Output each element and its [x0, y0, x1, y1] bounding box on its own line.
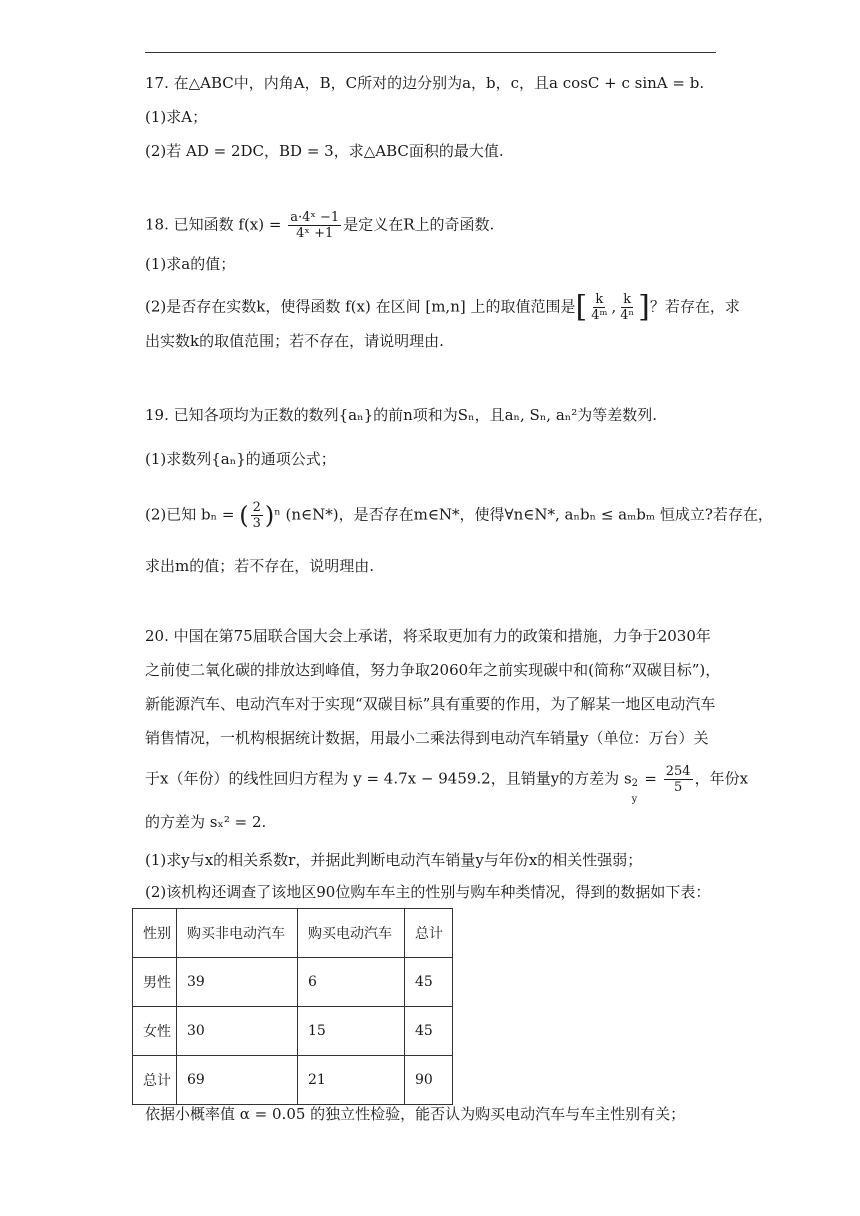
table-header-row — [133, 909, 453, 958]
q20-frac-den: 5 — [674, 780, 683, 795]
table-cell: 90 — [405, 1056, 453, 1105]
table-cell: 男性 — [133, 958, 177, 1007]
table-header-cell: 购买非电动汽车 — [177, 909, 298, 958]
q18-frac-num: a·4ˣ −1 — [290, 210, 340, 225]
table-header-cell: 性别 — [133, 909, 177, 958]
q18-range-frac1 — [589, 292, 609, 323]
q20-line3: 新能源汽车、电动汽车对于实现“双碳目标”具有重要的作用，为了解某一地区电动汽车 — [145, 695, 716, 713]
q20-after-table: 依据小概率值 α = 0.05 的独立性检验，能否认为购买电动汽车与车主性别有关； — [145, 1105, 686, 1123]
q20-part2: (2)该机构还调查了该地区90位购车车主的性别与购车种类情况，得到的数据如下表： — [145, 883, 711, 901]
table-cell: 6 — [298, 958, 405, 1007]
right-bracket: ] — [638, 289, 650, 325]
table-cell: 15 — [298, 1007, 405, 1056]
table-cell: 39 — [177, 958, 298, 1007]
table-cell: 21 — [298, 1056, 405, 1105]
q18-stem — [145, 210, 494, 241]
q18-fraction — [288, 210, 341, 241]
q20-line5 — [145, 764, 749, 805]
range-num2: k — [623, 292, 632, 307]
q17-part1: (1)求A； — [145, 108, 208, 126]
range-den2: 4ⁿ — [620, 308, 635, 323]
q19-frac-den: 3 — [252, 516, 261, 531]
q20-line5-post: ，年份x — [694, 769, 749, 788]
table-cell: 总计 — [133, 1056, 177, 1105]
range-den1: 4ᵐ — [591, 308, 608, 323]
q18-range-frac2 — [618, 292, 636, 323]
right-paren: ) — [264, 501, 275, 530]
q18-stem-pre: 18. 已知函数 f(x) = — [145, 215, 287, 234]
q20-line4: 销售情况，一机构根据统计数据，用最小二乘法得到电动汽车销量y（单位：万台）关 — [145, 729, 709, 747]
q18-stem-post: 是定义在R上的奇函数. — [343, 215, 495, 234]
table-header-cell: 总计 — [405, 909, 453, 958]
q18-part2-post: ？若存在，求 — [649, 297, 740, 316]
q18-part2-line2: 出实数k的取值范围；若不存在，请说明理由. — [145, 332, 444, 350]
q20-part1: (1)求y与x的相关系数r，并据此判断电动汽车销量y与年份x的相关性强弱； — [145, 851, 643, 869]
table-cell: 45 — [405, 958, 453, 1007]
q19-part2-post: ⁿ (n∈N*)，是否存在m∈N*，使得∀n∈N*, aₙbₙ ≤ aₘbₘ 恒成立?若存在， — [274, 505, 773, 524]
q19-part2-line2: 求出m的值；若不存在，说明理由. — [145, 557, 374, 575]
top-rule — [145, 52, 716, 53]
q17-stem: 17. 在△ABC中，内角A，B，C所对的边分别为a，b，c，且a cosC + c sinA = b. — [145, 74, 705, 92]
q20-fraction — [664, 764, 693, 795]
q20-line6: 的方差为 sₓ² = 2. — [145, 813, 267, 831]
q18-frac-den: 4ˣ +1 — [296, 226, 334, 241]
q18-part2: (2)是否存在实数k，使得函数 f(x) 在区间 [m,n] 上的取值范围是[ $\frac{k}{\text{4ᵐ}}$ , $\frac{k}{\text{4ⁿ}}$ ]？若存在，求 — [145, 289, 740, 325]
q20-eq: = — [639, 769, 662, 788]
variance-sup: 2 — [631, 777, 639, 789]
q17-part2: (2)若 AD = 2DC，BD = 3，求△ABC面积的最大值. — [145, 142, 504, 160]
table-row — [133, 958, 453, 1007]
left-bracket: [ — [575, 289, 588, 325]
q19-part2-pre: (2)已知 bₙ = — [145, 505, 240, 524]
q20-frac-num: 254 — [665, 764, 691, 779]
table-row — [133, 1056, 453, 1105]
table-row — [133, 1007, 453, 1056]
variance-sub: y — [631, 793, 638, 805]
q18-part1: (1)求a的值； — [145, 255, 236, 273]
left-paren: ( — [239, 501, 249, 530]
table-cell: 69 — [177, 1056, 298, 1105]
table-cell: 女性 — [133, 1007, 177, 1056]
q19-part1: (1)求数列{aₙ}的通项公式； — [145, 450, 336, 468]
range-num1: k — [595, 292, 604, 307]
q19-stem: 19. 已知各项均为正数的数列{aₙ}的前n项和为Sₙ，且aₙ, Sₙ, aₙ²为等差数列. — [145, 406, 658, 424]
q20-line5-pre: 于x（年份）的线性回归方程为 y = 4.7x − 9459.2，且销量y的方差为 s — [145, 769, 632, 788]
data-table — [132, 908, 453, 1105]
table-cell: 30 — [177, 1007, 298, 1056]
q19-part2 — [145, 500, 773, 531]
q18-part2-pre: (2)是否存在实数k，使得函数 f(x) 在区间 [m,n] 上的取值范围是 — [145, 297, 576, 316]
q20-line2: 之前使二氧化碳的排放达到峰值，努力争取2060年之前实现碳中和(简称“双碳目标”)， — [145, 661, 721, 679]
q19-fraction — [251, 500, 263, 531]
table-header-cell: 购买电动汽车 — [298, 909, 405, 958]
q19-frac-num: 2 — [252, 500, 261, 515]
q20-line1: 20. 中国在第75届联合国大会上承诺，将采取更加有力的政策和措施，力争于2030年 — [145, 627, 711, 645]
table-cell: 45 — [405, 1007, 453, 1056]
